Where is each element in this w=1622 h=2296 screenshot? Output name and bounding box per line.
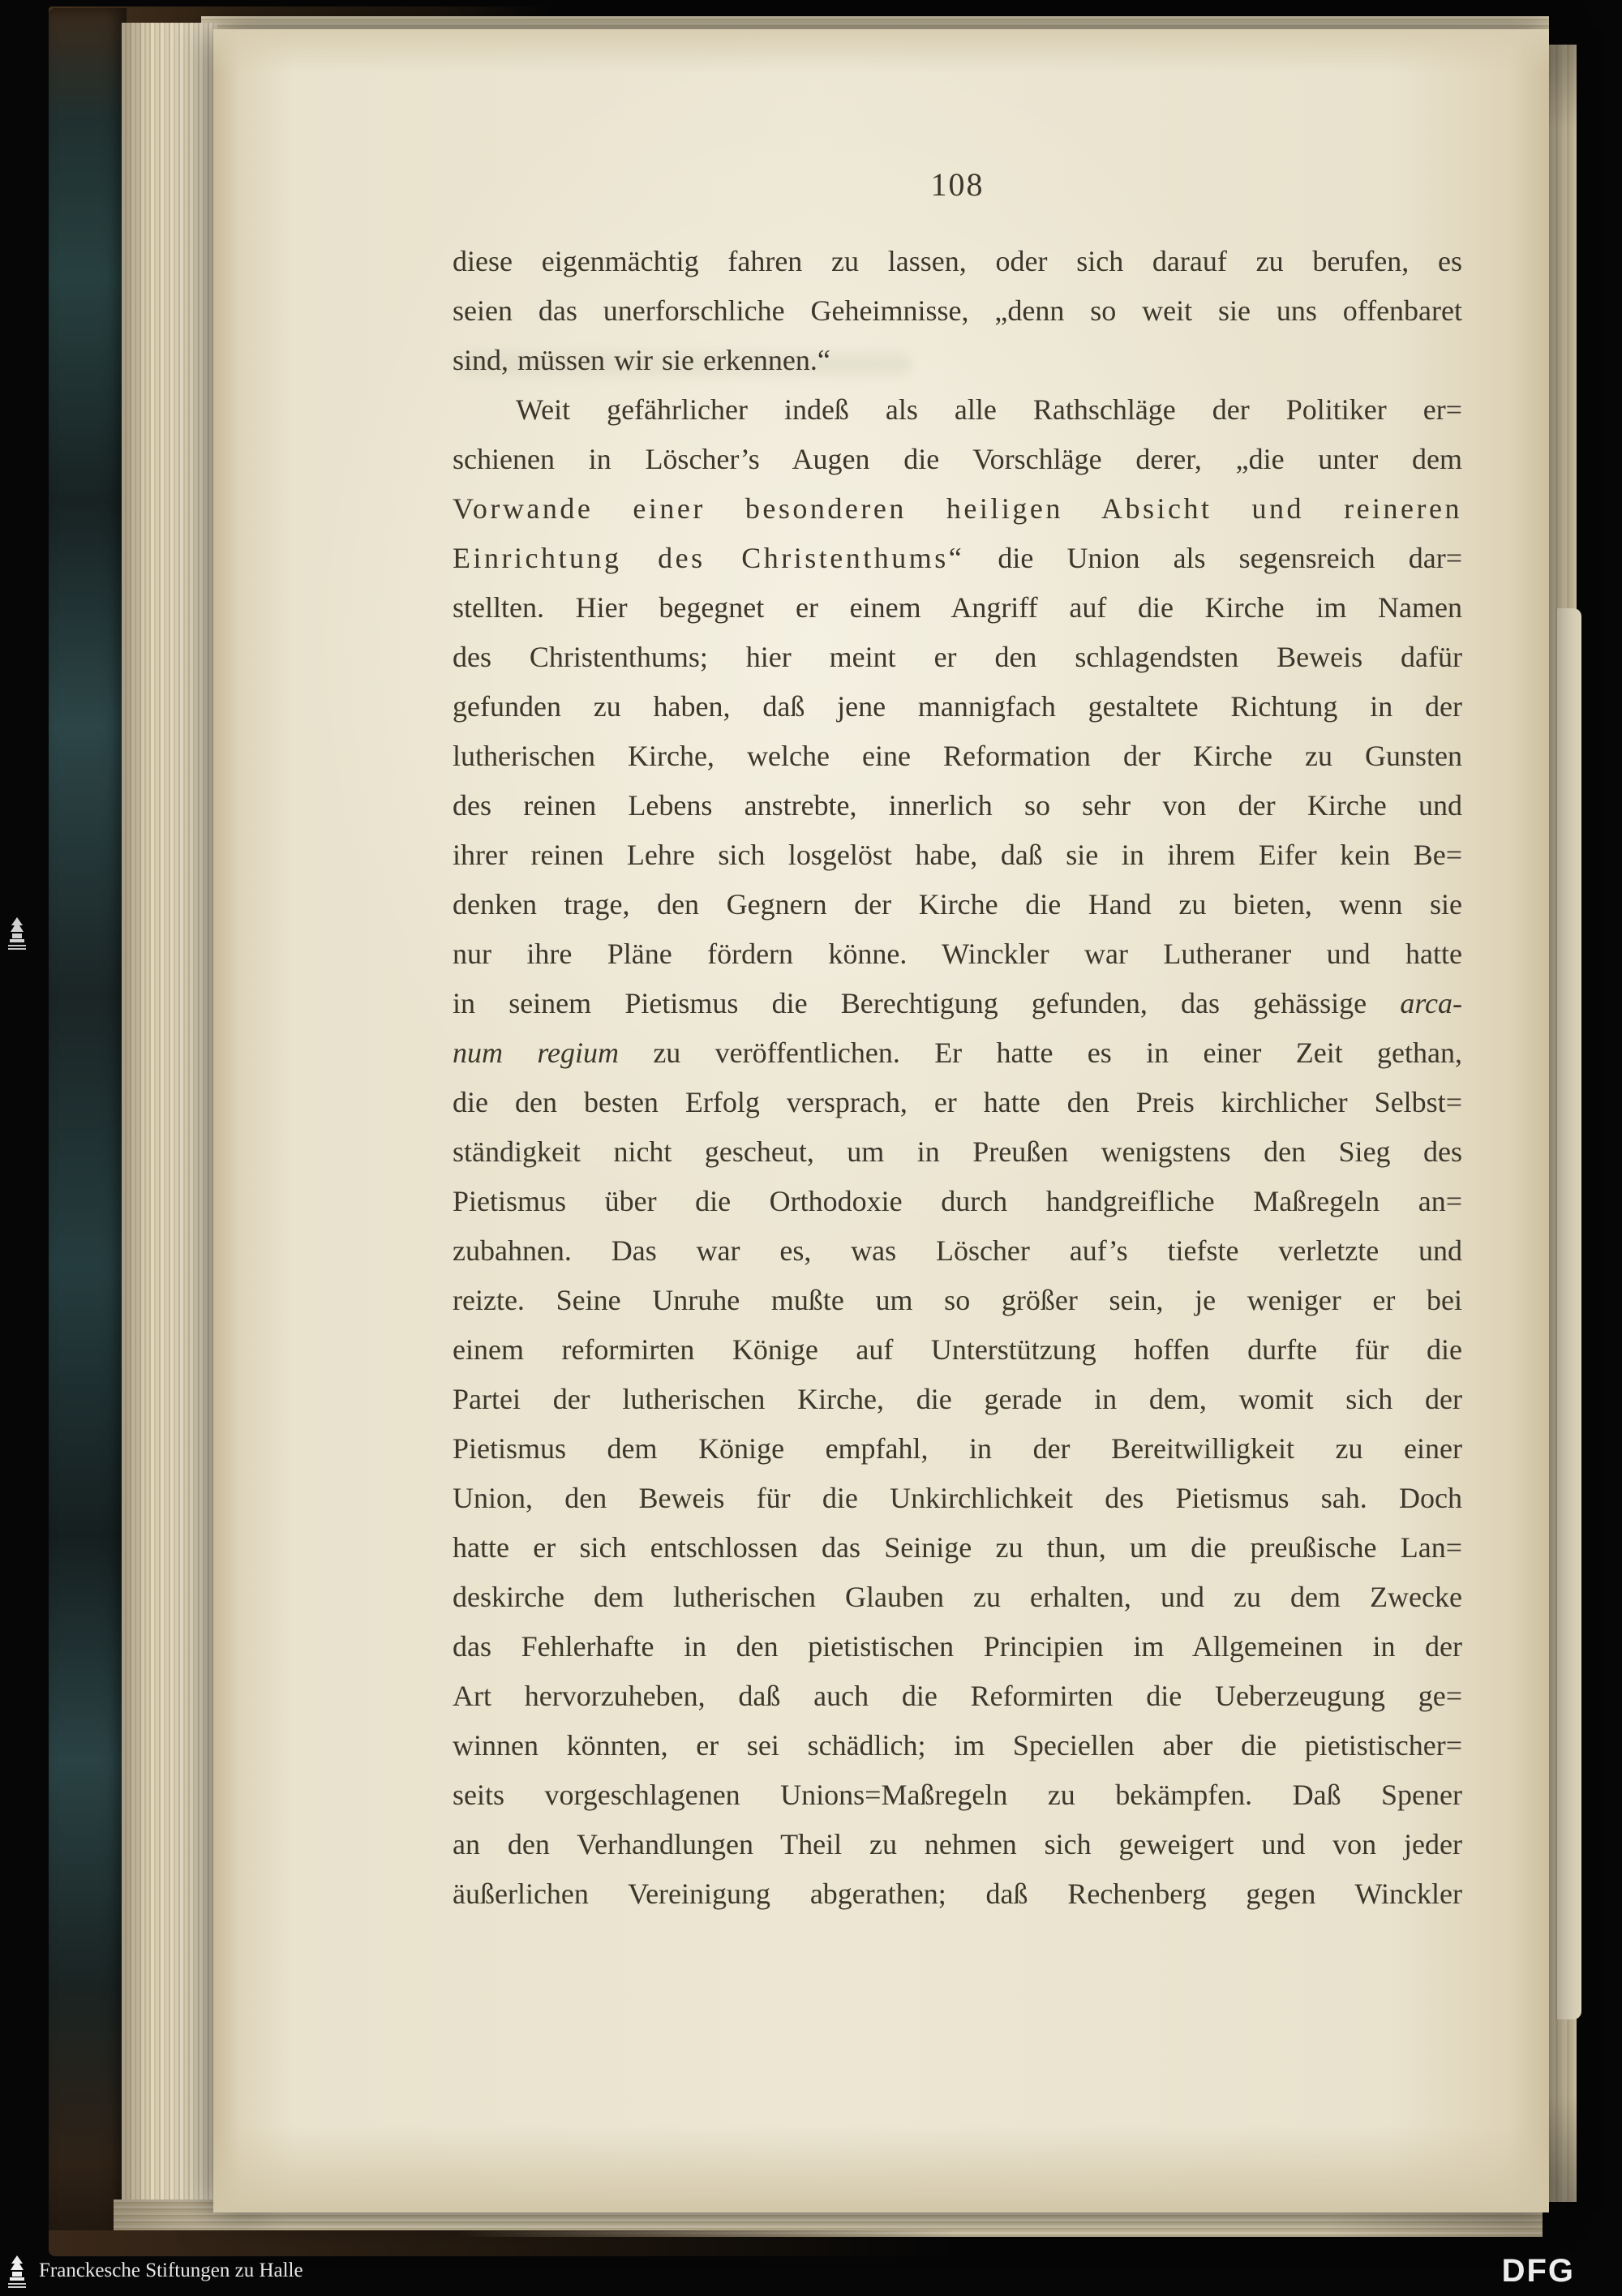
text-line bbox=[453, 1325, 1462, 1375]
underlying-page-edge bbox=[1555, 608, 1581, 2019]
text-segment: Pietismus über die Orthodoxie durch handgreifliche Maßregeln an= bbox=[453, 1185, 1462, 1217]
latin-text-segment: num regium bbox=[453, 1036, 619, 1069]
franckesche-stiftungen-logo-icon bbox=[5, 2253, 29, 2289]
text-segment: stellten. Hier begegnet er einem Angriff auf die Kirche im Namen bbox=[453, 591, 1462, 624]
text-segment: ihrer reinen Lehre sich losgelöst habe, daß sie in ihrem Eifer kein Be= bbox=[453, 839, 1462, 871]
text-segment: Union, den Beweis für die Unkirchlichkeit des Pietismus sah. Doch bbox=[453, 1482, 1462, 1514]
text-line bbox=[453, 1573, 1462, 1622]
text-segment: die Union als segensreich dar= bbox=[964, 542, 1463, 574]
text-segment: lutherischen Kirche, welche eine Reformation der Kirche zu Gunsten bbox=[453, 740, 1462, 772]
text-line bbox=[453, 1770, 1462, 1820]
text-line bbox=[453, 1028, 1462, 1078]
text-segment: deskirche dem lutherischen Glauben zu erhalten, und zu dem Zwecke bbox=[453, 1581, 1462, 1613]
text-line bbox=[453, 484, 1462, 534]
text-line bbox=[453, 880, 1462, 929]
book-cover-spine bbox=[49, 8, 127, 2255]
text-line bbox=[453, 929, 1462, 979]
text-line bbox=[453, 1127, 1462, 1177]
text-line bbox=[453, 1523, 1462, 1573]
text-segment: ständigkeit nicht gescheut, um in Preußen wenigstens den Sieg des bbox=[453, 1135, 1462, 1168]
text-segment: reizte. Seine Unruhe mußte um so größer sein, je weniger er bei bbox=[453, 1284, 1462, 1316]
text-segment: seits vorgeschlagenen Unions=Maßregeln zu bekämpfen. Daß Spener bbox=[453, 1779, 1462, 1811]
latin-text-segment: arca- bbox=[1400, 987, 1462, 1019]
text-segment: des reinen Lebens anstrebte, innerlich so sehr von der Kirche und bbox=[453, 789, 1462, 822]
text-line bbox=[453, 1177, 1462, 1226]
text-line bbox=[453, 435, 1462, 484]
text-segment: Partei der lutherischen Kirche, die gerade in dem, womit sich der bbox=[453, 1383, 1462, 1415]
text-segment: das Fehlerhafte in den pietistischen Principien im Allgemeinen in der bbox=[453, 1630, 1462, 1663]
text-segment: an den Verhandlungen Theil zu nehmen sich geweigert und von jeder bbox=[453, 1828, 1462, 1860]
text-segment: nur ihre Pläne fördern könne. Winckler war Lutheraner und hatte bbox=[453, 938, 1462, 970]
text-segment: denken trage, den Gegnern der Kirche die Hand zu bieten, wenn sie bbox=[453, 888, 1462, 921]
text-segment: des Christenthums; hier meint er den schlagendsten Beweis dafür bbox=[453, 641, 1462, 673]
text-segment: hatte er sich entschlossen das Seinige zu thun, um die preußische Lan= bbox=[453, 1531, 1462, 1564]
text-line bbox=[453, 336, 1462, 385]
text-segment: Art hervorzuheben, daß auch die Reformirten die Ueberzeugung ge= bbox=[453, 1680, 1462, 1712]
text-segment: gefunden zu haben, daß jene mannigfach gestaltete Richtung in der bbox=[453, 690, 1462, 723]
text-line bbox=[453, 682, 1462, 732]
text-line bbox=[453, 1375, 1462, 1424]
text-segment: äußerlichen Vereinigung abgerathen; daß Rechenberg gegen Winckler bbox=[453, 1878, 1462, 1910]
text-line bbox=[453, 1672, 1462, 1721]
page-text-block bbox=[453, 237, 1462, 1919]
text-line bbox=[453, 781, 1462, 830]
text-line bbox=[453, 1869, 1462, 1919]
text-line bbox=[453, 286, 1462, 336]
text-line bbox=[453, 583, 1462, 633]
text-segment: Weit gefährlicher indeß als alle Rathschläge der Politiker er= bbox=[516, 393, 1462, 426]
text-line bbox=[453, 385, 1462, 435]
stiftung-margin-watermark bbox=[5, 915, 29, 951]
text-segment: die den besten Erfolg versprach, er hatte den Preis kirchlicher Selbst= bbox=[453, 1086, 1462, 1118]
text-segment: winnen könnten, er sei schädlich; im Speciellen aber die pietistischer= bbox=[453, 1729, 1462, 1762]
text-line bbox=[453, 1276, 1462, 1325]
text-segment: zu veröffentlichen. Er hatte es in einer Zeit gethan, bbox=[618, 1036, 1462, 1069]
text-line bbox=[453, 633, 1462, 682]
franckesche-stiftungen-emblem-icon bbox=[6, 915, 28, 951]
emphasized-spaced-segment: Vorwande einer besonderen heiligen Absicht und reineren bbox=[453, 492, 1462, 525]
page-fore-edges-left bbox=[122, 23, 217, 2217]
text-line bbox=[453, 979, 1462, 1028]
footer-provider bbox=[5, 2253, 303, 2289]
book-page bbox=[213, 29, 1549, 2212]
text-segment: seien das unerforschliche Geheimnisse, „denn so weit sie uns offenbaret bbox=[453, 294, 1462, 327]
text-line bbox=[453, 1622, 1462, 1672]
text-line bbox=[453, 1424, 1462, 1474]
text-line bbox=[453, 830, 1462, 880]
provider-label: Franckesche Stiftungen zu Halle bbox=[39, 2260, 303, 2281]
text-segment: zubahnen. Das war es, was Löscher auf’s tiefste verletzte und bbox=[453, 1234, 1462, 1267]
text-segment: sind, müssen wir sie erkennen.“ bbox=[453, 344, 830, 376]
text-line bbox=[453, 1078, 1462, 1127]
text-line bbox=[453, 1820, 1462, 1869]
emphasized-spaced-segment: Einrichtung des Christenthums“ bbox=[453, 542, 965, 574]
text-segment: diese eigenmächtig fahren zu lassen, oder sich darauf zu berufen, es bbox=[453, 245, 1462, 277]
text-segment: schienen in Löscher’s Augen die Vorschläge derer, „die unter dem bbox=[453, 443, 1462, 475]
text-line bbox=[453, 732, 1462, 781]
text-segment: einem reformirten Könige auf Unterstützung hoffen durfte für die bbox=[453, 1333, 1462, 1366]
text-segment: in seinem Pietismus die Berechtigung gefunden, das gehässige bbox=[453, 987, 1401, 1019]
text-line bbox=[453, 1226, 1462, 1276]
digitization-footer-bar bbox=[0, 2246, 1622, 2296]
text-line bbox=[453, 534, 1462, 583]
text-line bbox=[453, 237, 1462, 286]
page-number: 108 bbox=[930, 166, 985, 203]
text-line bbox=[453, 1721, 1462, 1770]
text-line bbox=[453, 1474, 1462, 1523]
dfg-logo: DFG bbox=[1501, 2252, 1575, 2289]
text-segment: Pietismus dem Könige empfahl, in der Bereitwilligkeit zu einer bbox=[453, 1432, 1462, 1465]
